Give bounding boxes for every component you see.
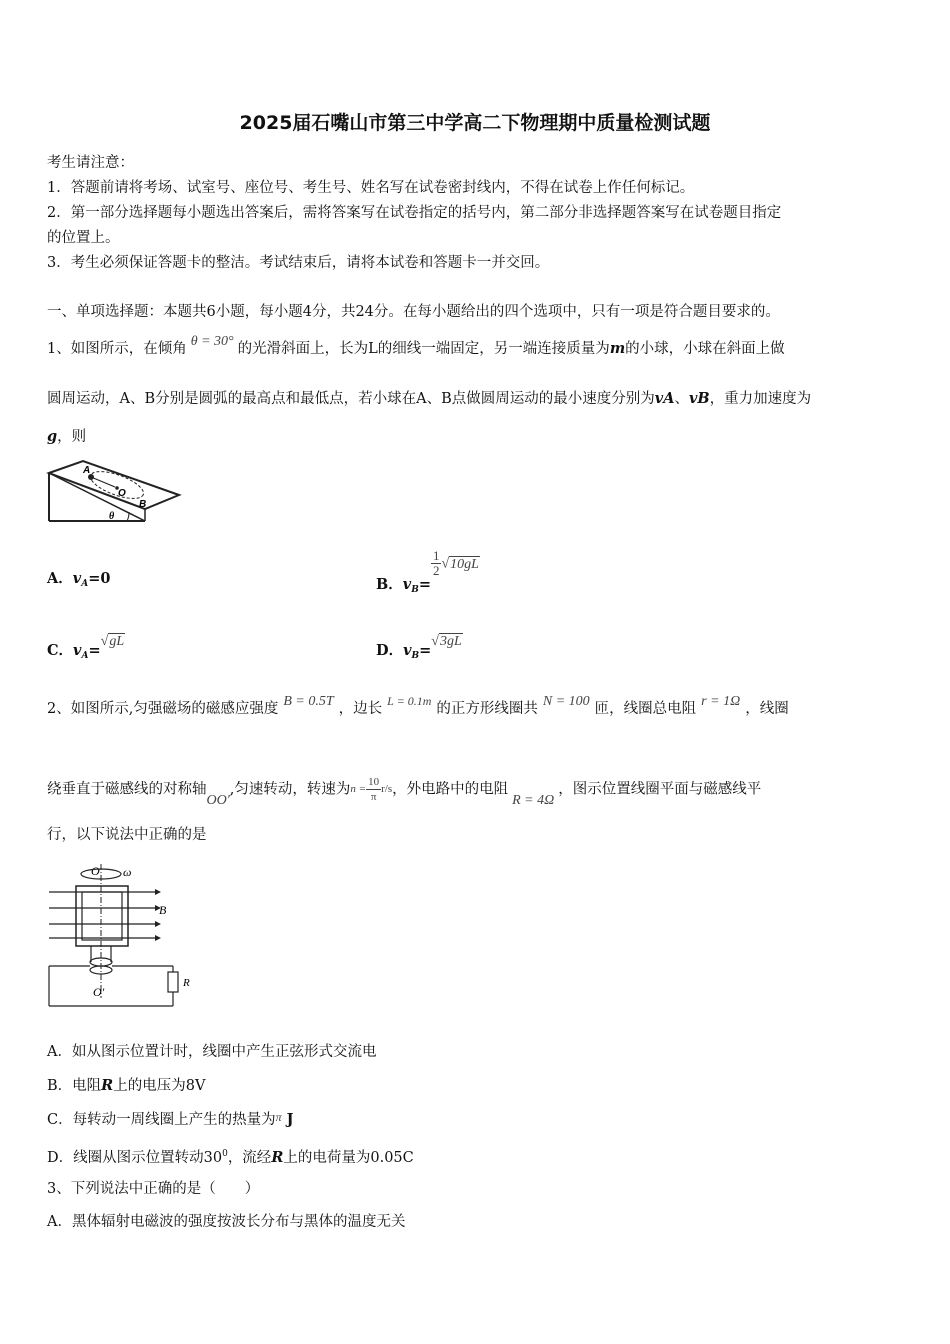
coil-inner xyxy=(82,892,122,940)
q1-line2: 圆周运动，A、B分别是圆弧的最高点和最低点，若小球在A、B点做圆周运动的最小速度分别为vA、vB，重力加速度为 xyxy=(47,390,812,407)
string-line xyxy=(91,477,115,487)
q1-option-B[interactable]: B．$v_B=$ $\frac{1}{2}$ √10gL xyxy=(376,548,479,595)
q1-line1: 1、如图所示，在倾角 θ = 30° 的光滑斜面上，长为L的细线一端固定，另一端连接质量为m的小球，小球在斜面上做 xyxy=(47,334,785,357)
q2-R: R = 4Ω xyxy=(512,792,555,808)
incline-figure xyxy=(45,455,185,527)
notice-item: 3．考生必须保证答题卡的整洁。考试结束后，请将本试卷和答题卡一并交回。 xyxy=(47,255,550,271)
label-B: B xyxy=(139,499,147,510)
label-O: O xyxy=(118,488,126,499)
label-theta: θ xyxy=(109,511,115,522)
notice-heading: 考生请注意： xyxy=(47,155,134,171)
q3-option-A[interactable]: A．黑体辐射电磁波的强度按波长分布与黑体的温度无关 xyxy=(47,1214,406,1230)
label-O-top: O xyxy=(91,864,100,878)
q1-line3: g，则 xyxy=(47,428,87,445)
section-heading: 一、单项选择题：本题共6小题，每小题4分，共24分。在每小题给出的四个选项中，只有一项是符合题目要求的。 xyxy=(47,304,780,320)
coil-outer xyxy=(76,886,128,946)
q1-option-D[interactable]: D．$v_B=√3gL$ xyxy=(376,634,462,661)
resistor xyxy=(168,972,178,992)
label-O-bottom: O′ xyxy=(93,985,105,999)
q2-option-C[interactable]: C．每转动一周线圈上产生的热量为$^\pi$ J xyxy=(47,1110,294,1128)
q2-line1: 2、如图所示,匀强磁场的磁感应强度 B = 0.5T ，边长 $^{L = 0.1m}$ 的正方形线圈共 N = 100 匝，线圈总电阻 r = 1Ω ，线圈 xyxy=(47,694,789,717)
q2-L: L = 0.1m xyxy=(387,694,432,708)
q3-stem: 3、下列说法中正确的是（ ） xyxy=(47,1181,260,1197)
label-B-field: B xyxy=(159,903,167,917)
q2-N: N = 100 xyxy=(542,694,590,709)
q2-B: B = 0.5T xyxy=(283,694,334,709)
q2-r: r = 1Ω xyxy=(701,694,741,709)
q1-theta: θ = 30° xyxy=(190,334,234,349)
notice-item: 1．答题前请将考场、试室号、座位号、考生号、姓名写在试卷密封线内，不得在试卷上作任何标记。 xyxy=(47,180,695,196)
angle-arc xyxy=(127,512,129,521)
q2-option-D[interactable]: D．线圈从图示位置转动$30^0$，流经R上的电荷量为0.05C xyxy=(47,1148,414,1166)
incline-top-face xyxy=(49,461,179,509)
q1-option-C[interactable]: C．$v_A=√gL$ xyxy=(47,634,125,661)
notice-item: 2．第一部分选择题每小题选出答案后，需将答案写在试卷指定的括号内，第二部分非选择题答案写在试卷题目指定 xyxy=(47,205,782,221)
notice-item: 的位置上。 xyxy=(47,230,120,246)
label-A: A xyxy=(83,465,91,476)
label-R: R xyxy=(183,977,190,989)
q2-option-B[interactable]: B．电阻R上的电压为8V xyxy=(47,1077,206,1094)
q1-option-A[interactable]: A．$v_A=0$ xyxy=(47,570,111,589)
coil-figure xyxy=(45,862,205,1012)
q2-line2: 绕垂直于磁感线的对称轴OO′,匀速转动，转速为n = $\frac{10}{\pi}$ r/s，外电路中的电阻R = 4Ω，图示位置线圈平面与磁感线平 xyxy=(47,776,762,808)
label-omega: ω xyxy=(123,865,132,879)
q2-option-A[interactable]: A．如从图示位置计时，线圈中产生正弦形式交流电 xyxy=(47,1044,377,1060)
q2-line3: 行，以下说法中正确的是 xyxy=(47,827,207,843)
q2-OO: OO′ xyxy=(206,792,230,808)
page-title: 2025届石嘴山市第三中学高二下物理期中质量检测试题 xyxy=(239,112,711,134)
